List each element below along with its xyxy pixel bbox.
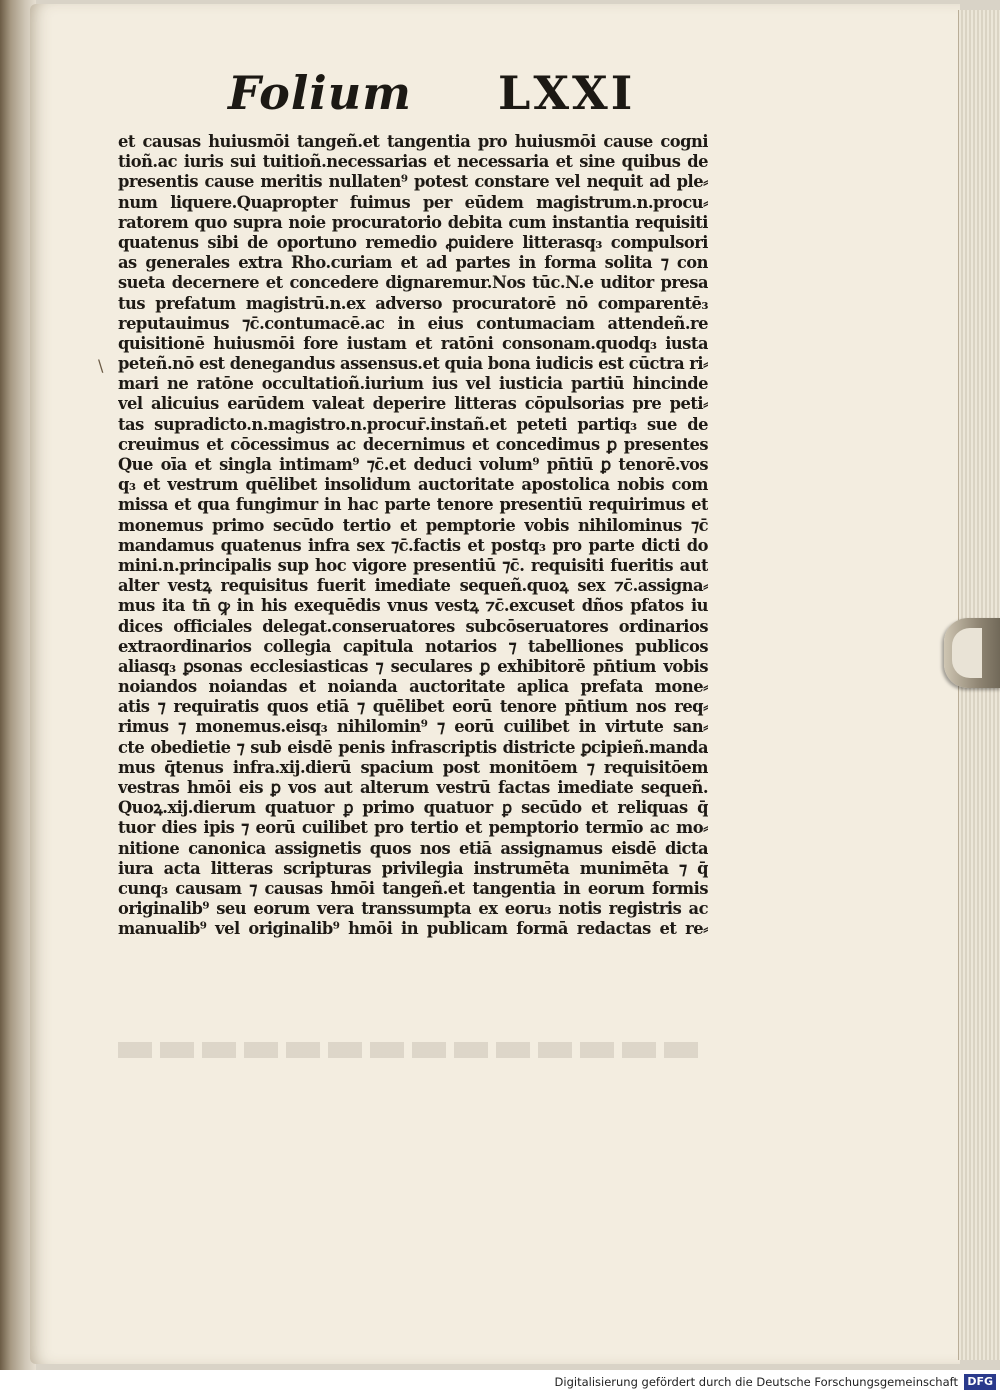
book-clasp <box>944 618 1000 688</box>
text-line: tuor dies ipis ⁊ eorū cuilibet pro tertio et pemptorio termīo ac mo⸗ <box>118 818 708 838</box>
text-line: mandamus quatenus infra sex ⁊c̄.factis et postq₃ pro parte dicti do <box>118 535 708 555</box>
text-line: Que oīa et singla intimam⁹ ⁊c̄.et deduci volum⁹ pn̄tiū ꝑ tenorē.vos <box>118 455 708 474</box>
text-line: Quoꝝ.xij.dierum quatuor ꝑ primo quatuor ꝑ secūdo et reliquas q̄ <box>118 798 708 818</box>
text-line: sueta decernere et concedere dignaremur.Nos tūc.N.e uditor presa <box>118 273 708 293</box>
text-line: mini.n.principalis sup hoc vigore presentiū ⁊c̄. requisiti fueritis aut <box>118 555 708 575</box>
text-line: ratorem quo supra noie procuratorio debita cum instantia requisiti <box>118 212 708 232</box>
text-line: extraordinarios collegia capitula notarios ⁊ tabelliones publicos <box>118 636 708 656</box>
footer-bar <box>0 1370 1000 1396</box>
text-line: manualib⁹ vel originalib⁹ hmōi in publicam formā redactas et re⸗ <box>118 919 708 939</box>
text-line: atis ⁊ requiratis quos etiā ⁊ quēlibet eorū tenore pn̄tium nos req⸗ <box>118 697 708 717</box>
text-line: noiandos noiandas et noianda auctoritate aplica prefata mone⸗ <box>118 677 708 697</box>
text-line: quatenus sibi de oportuno remedio ꝓuidere litterasq₃ compulsori <box>118 232 708 252</box>
text-line: vestras hmōi eis ꝑ vos aut alterum vestrū factas imediate sequeñ. <box>118 778 708 797</box>
text-line: aliasq₃ ꝑsonas ecclesiasticas ⁊ seculares ꝑ exhibitorē pn̄tium vobis <box>118 656 708 676</box>
text-line: quisitionē huiusmōi fore iustam et ratōni consonam.quodq₃ iusta <box>118 333 708 353</box>
margin-mark: \ <box>98 356 104 375</box>
text-line: cte obedietie ⁊ sub eisdē penis infrascriptis districte ꝑcipieñ.manda <box>118 737 708 757</box>
text-line: tioñ.ac iuris sui tuitioñ.necessarias et necessaria et sine quibus de <box>118 152 708 172</box>
text-line: num liquere.Quapropter fuimus per eūdem magistrum.n.procu⸗ <box>118 192 708 212</box>
text-line: tus prefatum magistrū.n.ex adverso procuratorē nō comparentē₃ <box>118 293 708 313</box>
text-line: mari ne ratōne occultatioñ.iurium ius vel iusticia partiū hincinde <box>118 374 708 394</box>
footer-credit: Digitalisierung gefördert durch die Deutsche Forschungsgemeinschaft <box>554 1375 958 1389</box>
text-line: iura acta litteras scripturas privilegia instrumēta munimēta ⁊ q̄ <box>118 858 708 878</box>
text-line: mus q̄tenus infra.xij.dierū spacium post monitōem ⁊ requisitōem <box>118 757 708 777</box>
text-line: reputauimus ⁊c̄.contumacē.ac in eius contumaciam attendeñ.re <box>118 313 708 333</box>
text-line: presentis cause meritis nullaten⁹ potest constare vel nequit ad ple⸗ <box>118 172 708 192</box>
book-clasp-inner <box>952 628 982 678</box>
text-line: mus ita tn̄ ꝙ in his exequēdis vnus vestꝝ ⁊c̄.excuset dños pfatos iu <box>118 596 708 616</box>
text-line: creuimus et cōcessimus ac decernimus et concedimus ꝑ presentes <box>118 434 708 454</box>
text-line: nitione canonica assignetis quos nos etiā assignamus eisdē dicta <box>118 838 708 858</box>
text-line: tas supradicto.n.magistro.n.procur̄.instañ.et peteti partiq₃ sue de <box>118 414 708 434</box>
folio-label: Folium <box>228 66 412 120</box>
text-line: et causas huiusmōi tangeñ.et tangentia pro huiusmōi cause cogni <box>118 132 708 151</box>
text-block <box>118 132 708 940</box>
text-line: dices officiales delegat.conseruatores subcōseruatores ordinarios <box>118 616 708 636</box>
text-line: rimus ⁊ monemus.eisq₃ nihilomin⁹ ⁊ eorū cuilibet in virtute san⸗ <box>118 717 708 737</box>
show-through-line <box>118 1042 698 1058</box>
text-line: missa et qua fungimur in hac parte tenore presentiū requirimus et <box>118 495 708 515</box>
text-line: alter vestꝝ requisitus fuerit imediate sequeñ.quoꝝ sex ⁊c̄.assigna⸗ <box>118 576 708 596</box>
text-line: peteñ.nō est denegandus assensus.et quia bona iudicis est cūctra ri⸗ <box>118 354 708 374</box>
folio-header <box>228 66 668 126</box>
text-line: as generales extra Rho.curiam et ad partes in forma solita ⁊ con <box>118 253 708 273</box>
folio-number: LXXI <box>498 66 636 120</box>
text-line: q₃ et vestrum quēlibet insolidum auctoritate apostolica nobis com <box>118 475 708 495</box>
text-line: vel alicuius earūdem valeat deperire litteras cōpulsorias pre peti⸗ <box>118 394 708 414</box>
text-line: monemus primo secūdo tertio et pemptorie vobis nihilominus ⁊c̄ <box>118 515 708 535</box>
text-line: cunq₃ causam ⁊ causas hmōi tangeñ.et tangentia in eorum formis <box>118 878 708 898</box>
text-line: originalib⁹ seu eorum vera transsumpta ex eoru₃ notis registris ac <box>118 899 708 919</box>
dfg-logo: DFG <box>964 1374 996 1390</box>
